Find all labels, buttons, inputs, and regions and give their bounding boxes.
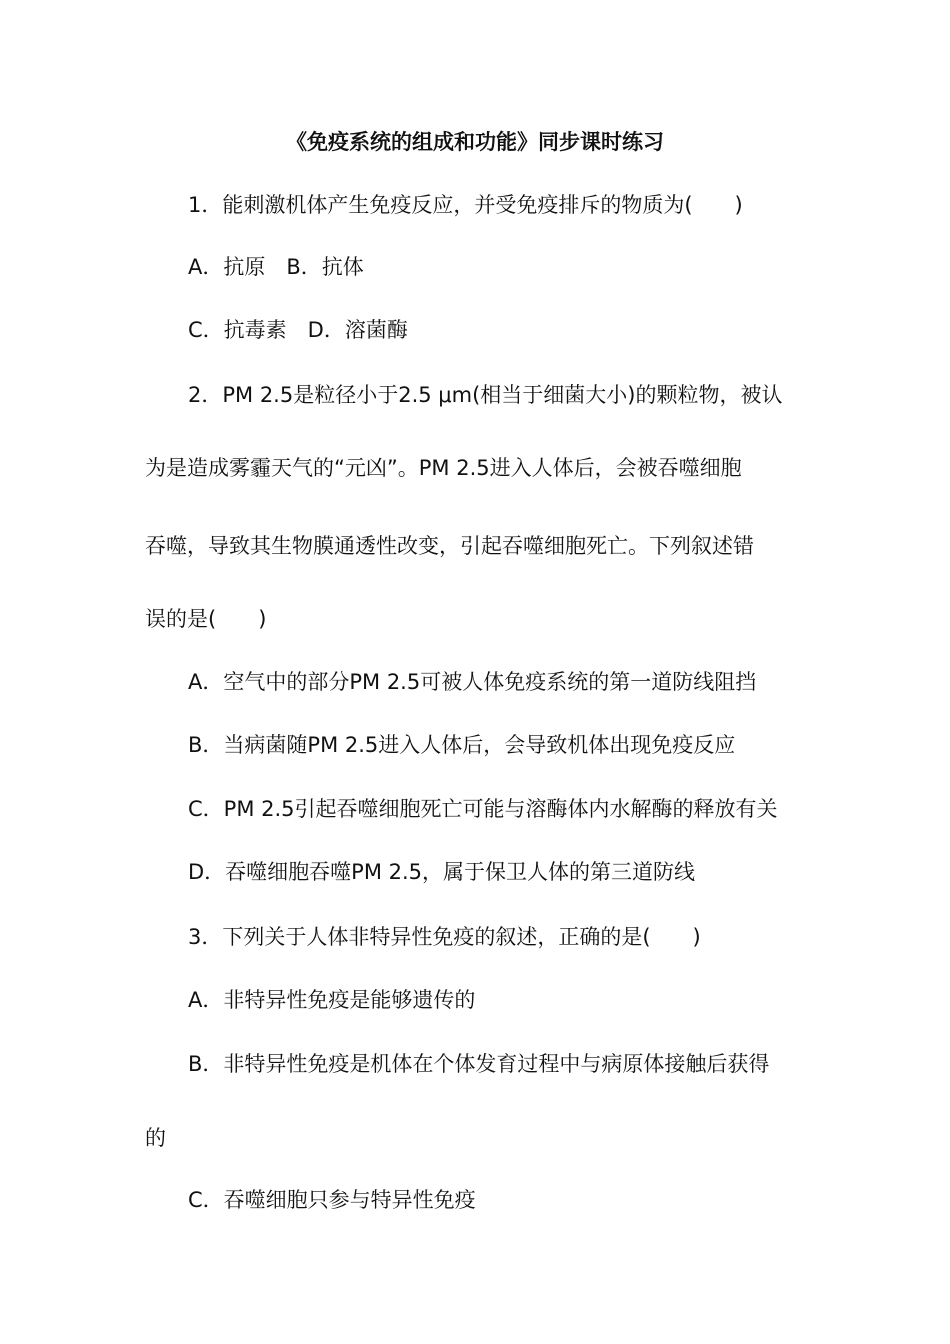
question-3-option-b-line-2: 的 [145, 1126, 166, 1150]
question-2-stem-line-1: 2．PM 2.5是粒径小于2.5 μm(相当于细菌大小)的颗粒物，被认 [188, 383, 783, 407]
question-1-options-cd: C．抗毒素 D．溶菌酶 [188, 318, 408, 342]
document-title: 《免疫系统的组成和功能》同步课时练习 [286, 130, 664, 154]
question-2-stem-line-2: 为是造成雾霾天气的“元凶”。PM 2.5进入人体后，会被吞噬细胞 [145, 456, 742, 480]
question-3-stem: 3．下列关于人体非特异性免疫的叙述，正确的是( ) [188, 925, 701, 949]
question-2-option-a: A．空气中的部分PM 2.5可被人体免疫系统的第一道防线阻挡 [188, 670, 757, 694]
question-3-option-a: A．非特异性免疫是能够遗传的 [188, 988, 476, 1012]
question-2-stem-line-4: 误的是( ) [145, 607, 267, 631]
question-2-option-b: B．当病菌随PM 2.5进入人体后，会导致机体出现免疫反应 [188, 733, 736, 757]
question-2-option-c: C．PM 2.5引起吞噬细胞死亡可能与溶酶体内水解酶的释放有关 [188, 797, 778, 821]
question-1-options-ab: A．抗原 B．抗体 [188, 255, 364, 279]
question-2-option-d: D．吞噬细胞吞噬PM 2.5，属于保卫人体的第三道防线 [188, 860, 696, 884]
question-1-stem: 1．能刺激机体产生免疫反应，并受免疫排斥的物质为( ) [188, 193, 743, 217]
question-3-option-b-line-1: B．非特异性免疫是机体在个体发育过程中与病原体接触后获得 [188, 1052, 770, 1076]
question-2-stem-line-3: 吞噬，导致其生物膜通透性改变，引起吞噬细胞死亡。下列叙述错 [145, 534, 754, 558]
question-3-option-c: C．吞噬细胞只参与特异性免疫 [188, 1188, 476, 1212]
